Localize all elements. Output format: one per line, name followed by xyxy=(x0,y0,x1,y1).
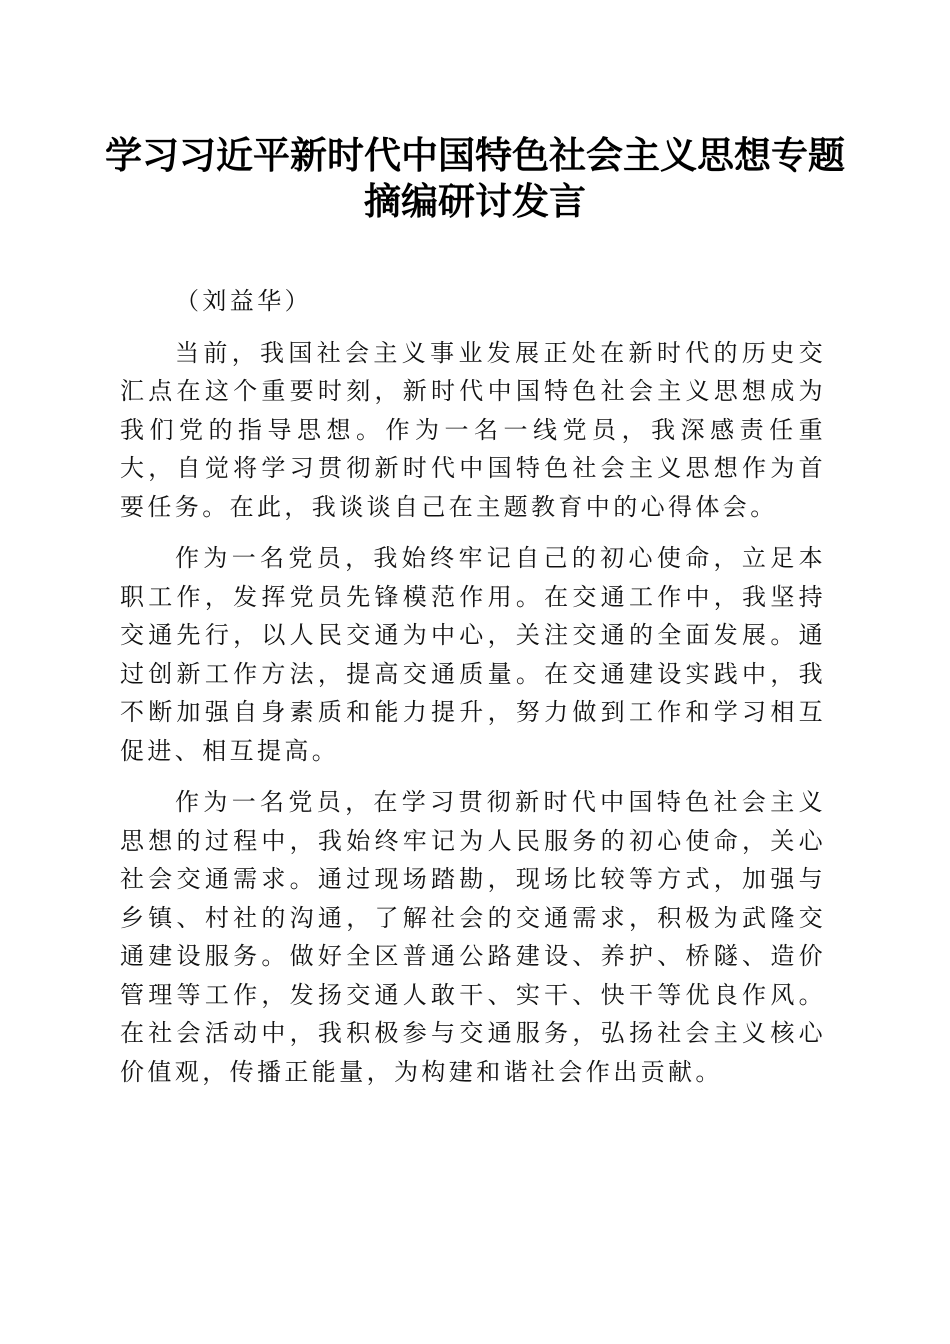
title-line-1: 学习习近平新时代中国特色社会主义思想专题 xyxy=(105,133,845,177)
author-line: （刘益华） xyxy=(175,287,312,315)
title-line-2: 摘编研讨发言 xyxy=(364,179,586,223)
paragraph-3: 作为一名党员，在学习贯彻新时代中国特色社会主义思想的过程中，我始终牢记为人民服务的初心使命，关心社会交通需求。通过现场踏勘，现场比较等方式，加强与乡镇、村社的沟通，了解社会的交通需求，积极为武隆交通建设服务。做好全区普通公路建设、养护、桥隧、造价管理等工作，发扬交通人敢干、实干、快干等优良作风。在社会活动中，我积极参与交通服务，弘扬社会主义核心价值观，传播正能量，为构建和谐社会作出贡献。 xyxy=(120,788,826,1086)
document-title xyxy=(100,132,850,224)
paragraph-1: 当前，我国社会主义事业发展正处在新时代的历史交汇点在这个重要时刻，新时代中国特色社会主义思想成为我们党的指导思想。作为一名一线党员，我深感责任重大，自觉将学习贯彻新时代中国特色社会主义思想作为首要任务。在此，我谈谈自己在主题教育中的心得体会。 xyxy=(120,338,826,521)
document-body xyxy=(120,282,826,1104)
paragraph-2: 作为一名党员，我始终牢记自己的初心使命，立足本职工作，发挥党员先锋模范作用。在交通工作中，我坚持交通先行，以人民交通为中心，关注交通的全面发展。通过创新工作方法，提高交通质量。在交通建设实践中，我不断加强自身素质和能力提升，努力做到工作和学习相互促进、相互提高。 xyxy=(120,544,826,765)
